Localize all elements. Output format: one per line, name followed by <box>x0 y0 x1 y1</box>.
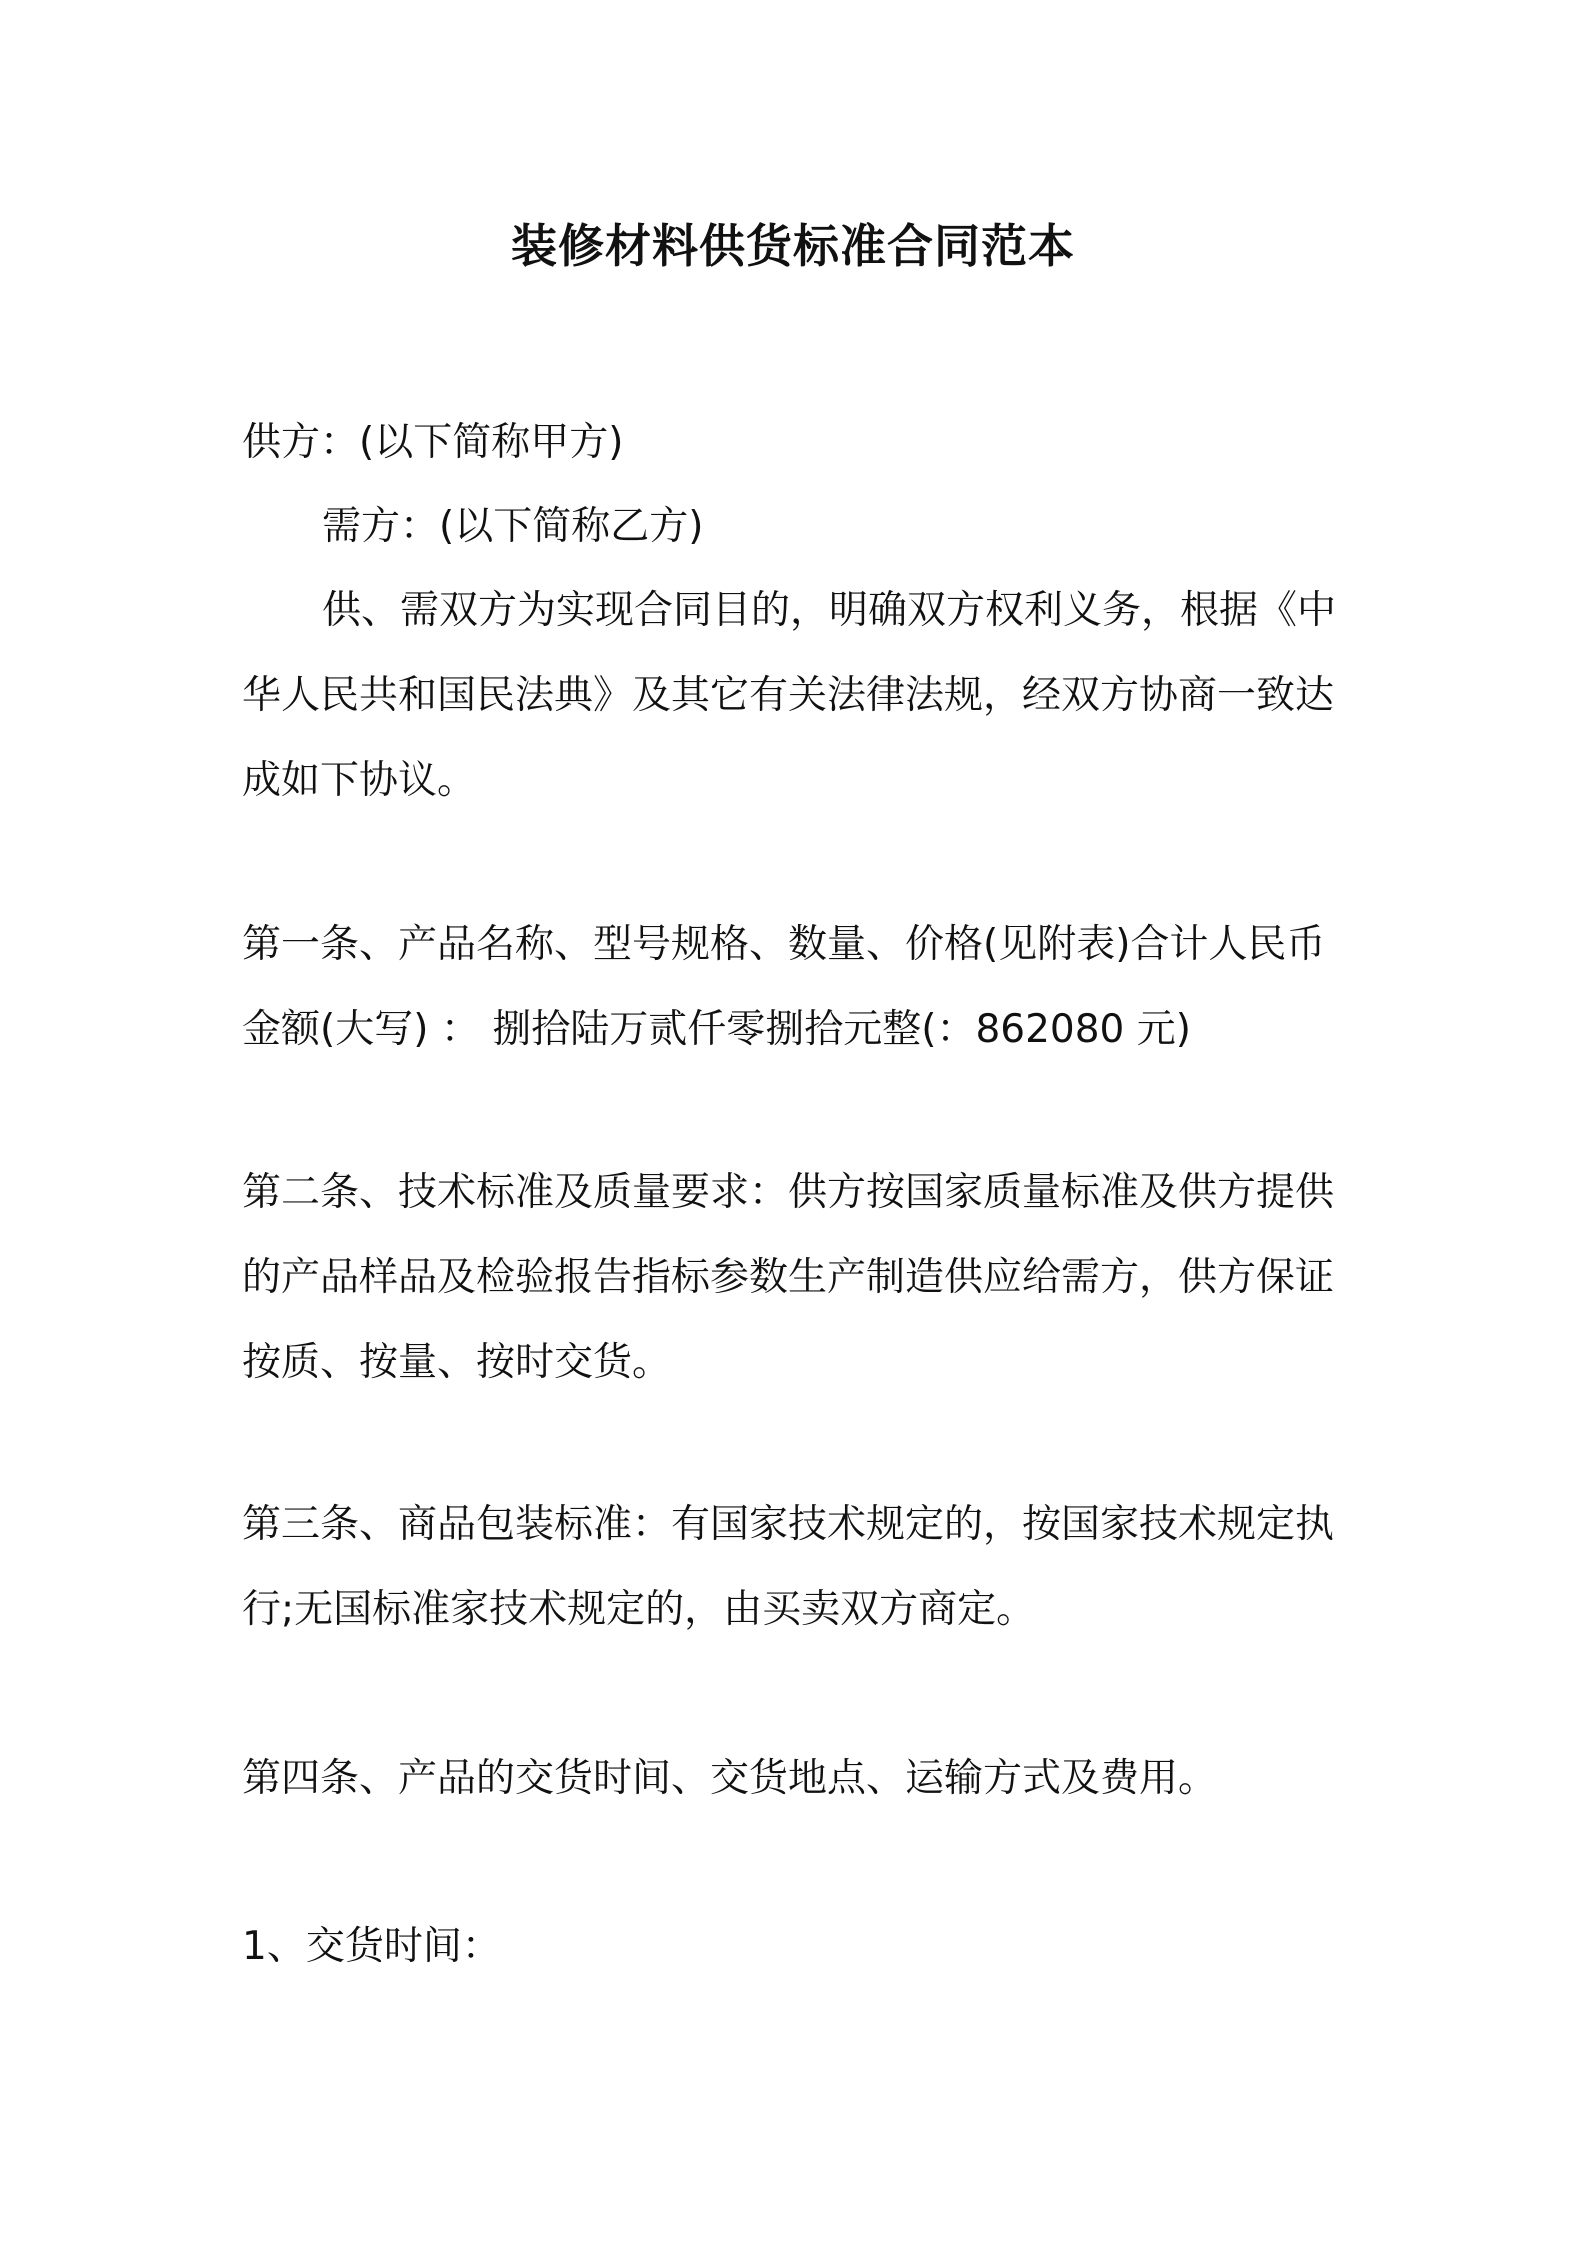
buyer-text: 需方：(以下简称乙方) <box>322 504 704 549</box>
intro-line-3: 成如下协议。 <box>242 758 477 803</box>
intro-line-1: 供、需双方为实现合同目的，明确双方权利义务，根据《中 <box>322 588 1337 633</box>
article-2-paragraph <box>242 1150 1354 1405</box>
article-3-line-2: 行;无国标准家技术规定的，由买卖双方商定。 <box>242 1587 1036 1632</box>
item-1-paragraph <box>242 1904 1354 1989</box>
article-3-paragraph <box>242 1482 1354 1652</box>
article-2-line-1: 第二条、技术标准及质量要求：供方按国家质量标准及供方提供 <box>242 1170 1335 1215</box>
item-1-text: 1、交货时间： <box>242 1924 501 1969</box>
article-1-line-2: 金额(大写) ： 捌拾陆万贰仟零捌拾元整(：862080 元) <box>242 1007 1191 1052</box>
supplier-line <box>242 400 1354 485</box>
article-1-paragraph <box>242 902 1354 1072</box>
document-title: 装修材料供货标准合同范本 <box>511 219 1075 273</box>
article-2-line-3: 按质、按量、按时交货。 <box>242 1340 672 1385</box>
article-3-line-1: 第三条、商品包装标准：有国家技术规定的，按国家技术规定执 <box>242 1502 1335 1547</box>
article-4-text: 第四条、产品的交货时间、交货地点、运输方式及费用。 <box>242 1756 1218 1801</box>
intro-line-2: 华人民共和国民法典》及其它有关法律法规，经双方协商一致达 <box>242 673 1335 718</box>
buyer-line <box>242 484 1354 569</box>
article-1-line-1: 第一条、产品名称、型号规格、数量、价格(见附表)合计人民币 <box>242 922 1326 967</box>
intro-paragraph <box>242 568 1354 823</box>
supplier-text: 供方：(以下简称甲方) <box>242 420 624 465</box>
article-4-paragraph <box>242 1736 1354 1821</box>
article-2-line-2: 的产品样品及检验报告指标参数生产制造供应给需方，供方保证 <box>242 1255 1335 1300</box>
